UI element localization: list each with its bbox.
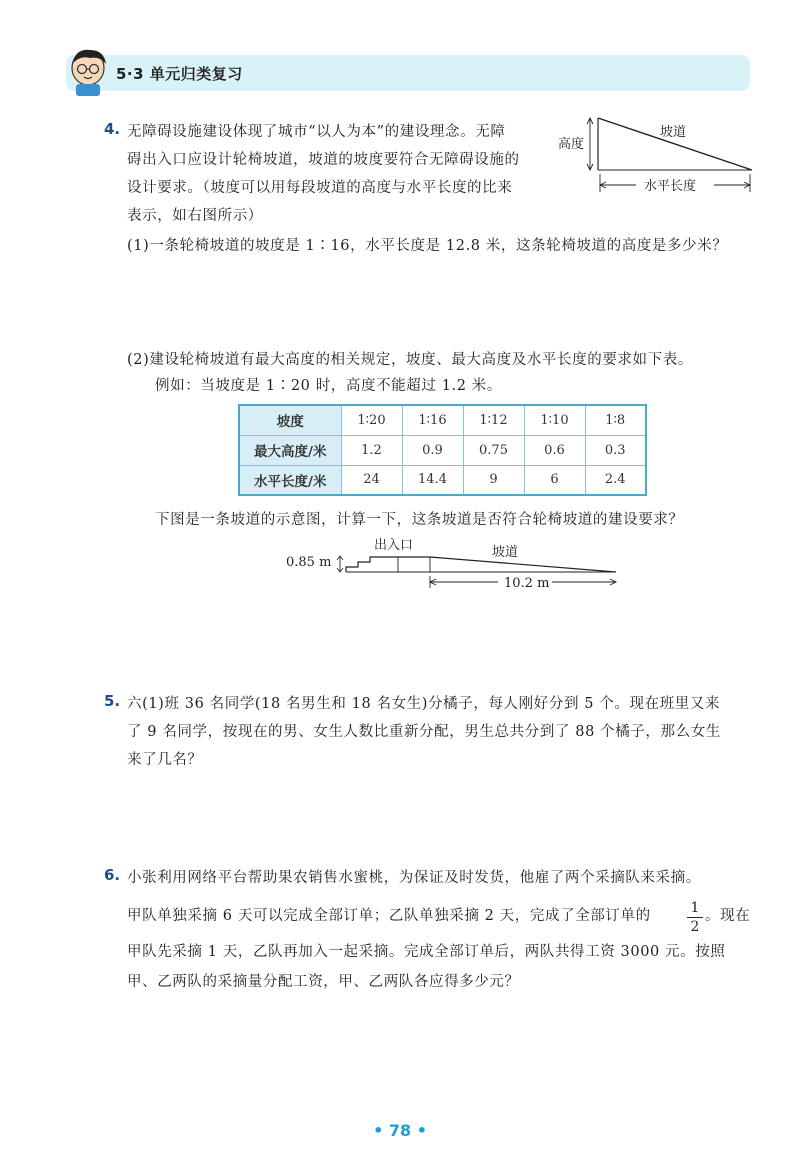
q4-part2-line-2: 例如：当坡度是 1∶20 时，高度不能超过 1.2 米。: [155, 378, 502, 394]
ramp2-entrance-label: 出入口: [374, 538, 414, 553]
table-cell: 1∶12: [463, 405, 524, 435]
table-cell: 1∶16: [402, 405, 463, 435]
table-cell: 24: [341, 465, 402, 495]
q4-line-2: 碍出入口应设计轮椅坡道，坡道的坡度要符合无障碍设施的: [127, 152, 520, 168]
question-number-6: 6.: [104, 866, 121, 884]
section-title: 5·3 单元归类复习: [116, 65, 243, 83]
table-row-header: 水平长度/米: [239, 465, 341, 495]
q4-line-3: 设计要求。（坡度可以用每段坡道的高度与水平长度的比来: [127, 180, 513, 196]
ramp-height-label: 高度: [558, 137, 585, 152]
q5-line-2: 了 9 名同学，按现在的男、女生人数比重新分配，男生总共分到了 88 个橘子，那么女生: [127, 724, 721, 740]
entrance-ramp-diagram: [280, 536, 630, 592]
table-cell: 2.4: [585, 465, 646, 495]
ramp2-slope-label: 坡道: [492, 545, 519, 560]
mascot-icon: [66, 46, 110, 96]
table-cell: 0.3: [585, 435, 646, 465]
table-cell: 6: [524, 465, 585, 495]
q6-line-2: 甲队单独采摘 6 天可以完成全部订单；乙队单独采摘 2 天，完成了全部订单的: [127, 908, 651, 924]
fraction-numerator: 1: [690, 900, 700, 916]
q5-line-1: 六(1)班 36 名同学(18 名男生和 18 名女生)分橘子，每人刚好分到 5 个。现在班里又来: [127, 696, 721, 712]
table-row-header: 最大高度/米: [239, 435, 341, 465]
q4-part2-line-1: (2)建设轮椅坡道有最大高度的相关规定，坡度、最大高度及水平长度的要求如下表。: [127, 352, 693, 368]
ramp-slope-diagram: [556, 108, 756, 198]
ramp-slope-label: 坡道: [660, 125, 687, 140]
fraction-denominator: 2: [690, 919, 700, 935]
table-cell: 0.6: [524, 435, 585, 465]
q4-part1: (1)一条轮椅坡道的坡度是 1∶16，水平长度是 12.8 米，这条轮椅坡道的高度是多少米？: [127, 238, 728, 254]
fraction-one-half: [687, 900, 703, 935]
table-cell: 1∶20: [341, 405, 402, 435]
ramp2-height-label: 0.85 m: [286, 555, 332, 570]
question-number-5: 5.: [104, 692, 121, 710]
table-cell: 0.75: [463, 435, 524, 465]
question-number-4: 4.: [104, 120, 121, 138]
table-cell: 9: [463, 465, 524, 495]
ramp-requirements-table: [238, 404, 647, 496]
table-cell: 1∶8: [585, 405, 646, 435]
table-row-header: 坡度: [239, 405, 341, 435]
ramp-length-label: 水平长度: [644, 179, 697, 194]
ramp2-length-label: 10.2 m: [504, 576, 550, 591]
q4-line-4: 表示，如右图所示）: [127, 208, 263, 224]
q6-line-4: 甲、乙两队的采摘量分配工资，甲、乙两队各应得多少元？: [127, 974, 520, 990]
q5-line-3: 来了几名？: [127, 752, 203, 768]
table-cell: 1.2: [341, 435, 402, 465]
q6-line-2-tail: 。现在: [705, 908, 751, 924]
table-cell: 1∶10: [524, 405, 585, 435]
table-row: [239, 465, 646, 495]
page-number: • 78 •: [373, 1121, 427, 1140]
table-cell: 0.9: [402, 435, 463, 465]
fraction-bar: [687, 917, 703, 918]
table-cell: 14.4: [402, 465, 463, 495]
q6-line-3: 甲队先采摘 1 天，乙队再加入一起采摘。完成全部订单后，两队共得工资 3000 元。按照: [127, 944, 726, 960]
q4-part2-question: 下图是一条坡道的示意图，计算一下，这条坡道是否符合轮椅坡道的建设要求？: [155, 512, 684, 528]
table-row: [239, 405, 646, 435]
q6-line-1: 小张利用网络平台帮助果农销售水蜜桃，为保证及时发货，他雇了两个采摘队来采摘。: [127, 870, 701, 886]
q4-line-1: 无障碍设施建设体现了城市“以人为本”的建设理念。无障: [127, 124, 506, 140]
table-row: [239, 435, 646, 465]
